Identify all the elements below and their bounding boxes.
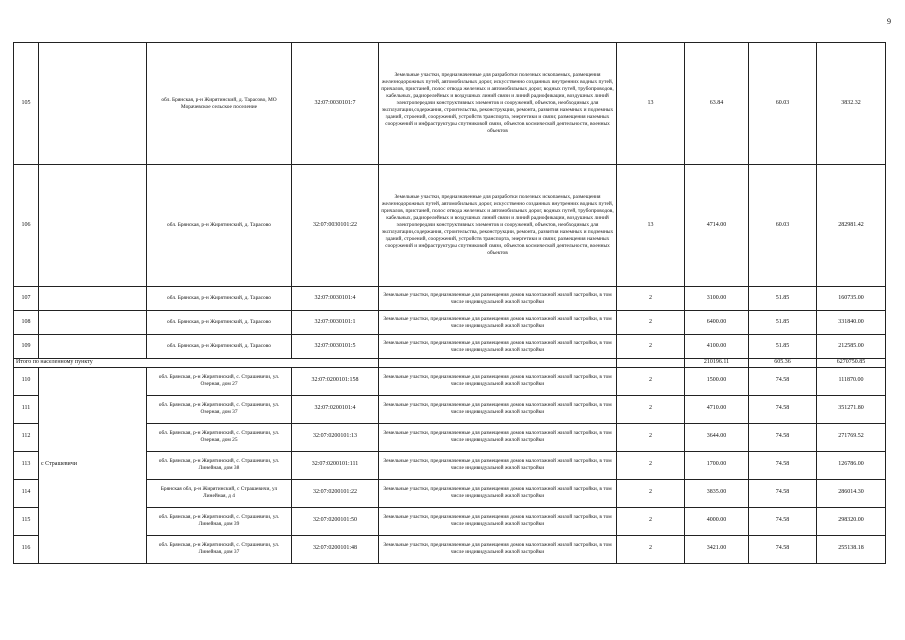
category-cell: 2	[617, 479, 685, 507]
rate-cell: 51.85	[749, 311, 817, 335]
row-number: 106	[14, 165, 39, 287]
cadastral-value-table	[13, 42, 886, 564]
land-use-cell: Земельные участки, предназначенные для размещения домов малоэтажной жилой застройки, в том числе индивидуальной жилой застройки	[379, 335, 617, 359]
area-cell: 3421.00	[685, 535, 749, 563]
table-row	[14, 335, 886, 359]
location-cell: обл. Брянская, р-н Жирятинский, с. Страшевичи, ул. Озерная, дом 37	[147, 395, 292, 423]
value-cell: 298320.00	[817, 507, 886, 535]
table-row	[14, 287, 886, 311]
page-number: 9	[887, 17, 891, 26]
total-rate: 605.36	[749, 359, 817, 368]
rate-cell: 60.03	[749, 43, 817, 165]
table-row	[14, 43, 886, 165]
row-number: 116	[14, 535, 39, 563]
group-cell	[39, 335, 147, 359]
rate-cell: 60.03	[749, 165, 817, 287]
cadastral-number-cell: 32:07:0200101:4	[292, 395, 379, 423]
area-cell: 6400.00	[685, 311, 749, 335]
group-cell	[39, 43, 147, 165]
table-row	[14, 165, 886, 287]
total-label: Итого по населенному пункту	[14, 359, 379, 368]
rate-cell: 51.85	[749, 335, 817, 359]
cadastral-number-cell: 32:07:0200101:111	[292, 451, 379, 479]
rate-cell: 51.85	[749, 287, 817, 311]
value-cell: 286014.30	[817, 479, 886, 507]
total-blank-cell	[379, 359, 617, 368]
rate-cell: 74.58	[749, 423, 817, 451]
area-cell: 3100.00	[685, 287, 749, 311]
location-cell: Брянская обл, р-н Жирятинский, с Страшевичи, ул Линейная, д 4	[147, 479, 292, 507]
cadastral-number-cell: 32:07:0030101:1	[292, 311, 379, 335]
category-cell: 2	[617, 335, 685, 359]
rate-cell: 74.58	[749, 535, 817, 563]
area-cell: 4710.00	[685, 395, 749, 423]
category-cell: 2	[617, 423, 685, 451]
row-number: 112	[14, 423, 39, 451]
row-number: 109	[14, 335, 39, 359]
land-use-cell: Земельные участки, предназначенные для размещения домов малоэтажной жилой застройки, в том числе индивидуальной жилой застройки	[379, 451, 617, 479]
total-value: 6270750.85	[817, 359, 886, 368]
cadastral-number-cell: 32:07:0200101:50	[292, 507, 379, 535]
rate-cell: 74.58	[749, 395, 817, 423]
land-use-cell: Земельные участки, предназначенные для размещения домов малоэтажной жилой застройки, в том числе индивидуальной жилой застройки	[379, 507, 617, 535]
location-cell: обл. Брянская, р-н Жирятинский, д. Тарасово, МО Морачевское сельское поселение	[147, 43, 292, 165]
group-cell	[39, 311, 147, 335]
category-cell: 13	[617, 43, 685, 165]
value-cell: 126786.00	[817, 451, 886, 479]
category-cell: 2	[617, 395, 685, 423]
row-number: 108	[14, 311, 39, 335]
rate-cell: 74.58	[749, 479, 817, 507]
cadastral-number-cell: 32:07:0200101:13	[292, 423, 379, 451]
category-cell: 2	[617, 287, 685, 311]
area-cell: 3835.00	[685, 479, 749, 507]
cadastral-number-cell: 32:07:0200101:158	[292, 367, 379, 395]
location-cell: обл. Брянская, р-н Жирятинский, с. Страшевичи, ул. Озерная, дом 25	[147, 423, 292, 451]
area-cell: 3644.00	[685, 423, 749, 451]
area-cell: 4714.00	[685, 165, 749, 287]
table-body-b	[14, 367, 886, 563]
row-number: 105	[14, 43, 39, 165]
area-cell: 63.84	[685, 43, 749, 165]
cadastral-number-cell: 32:07:0030101:22	[292, 165, 379, 287]
total-blank-cell	[617, 359, 685, 368]
cadastral-number-cell: 32:07:0200101:22	[292, 479, 379, 507]
area-cell: 4000.00	[685, 507, 749, 535]
land-use-cell: Земельные участки, предназначенные для разработки полезных ископаемых, размещения железнодорожных путей, автомобильных дорог, искусственно созданных внутренних водных путей, причалов, пристаней, полос отвода железных и автомобильных дорог, водных путей, трубопроводов, кабельных, радиорелейных и воздушных линий связи и линий радиофикации, воздушных линий электропередачи конструктивных элементов и сооружений, объектов, необходимых для эксплуатации,содержания, строительства, реконструкции, ремонта, развития наземных и подземных зданий, строений, сооружений, устройств транспорта, энергетики и связи; размещения наземных сооружений и инфраструктуры спутниковой связи, объектов космической деятельности, военных объектов	[379, 165, 617, 287]
value-cell: 3832.32	[817, 43, 886, 165]
category-cell: 2	[617, 367, 685, 395]
table-body-a	[14, 43, 886, 359]
rate-cell: 74.58	[749, 367, 817, 395]
land-use-cell: Земельные участки, предназначенные для размещения домов малоэтажной жилой застройки, в том числе индивидуальной жилой застройки	[379, 479, 617, 507]
location-cell: обл. Брянская, р-н Жирятинский, д. Тарасово	[147, 335, 292, 359]
cadastral-number-cell: 32:07:0030101:5	[292, 335, 379, 359]
location-cell: обл. Брянская, р-н Жирятинский, д. Тарасово	[147, 287, 292, 311]
land-use-cell: Земельные участки, предназначенные для размещения домов малоэтажной жилой застройки, в том числе индивидуальной жилой застройки	[379, 423, 617, 451]
area-cell: 1700.00	[685, 451, 749, 479]
row-number: 111	[14, 395, 39, 423]
value-cell: 282981.42	[817, 165, 886, 287]
cadastral-number-cell: 32:07:0030101:7	[292, 43, 379, 165]
land-use-cell: Земельные участки, предназначенные для размещения домов малоэтажной жилой застройки, в том числе индивидуальной жилой застройки	[379, 367, 617, 395]
value-cell: 331840.00	[817, 311, 886, 335]
rate-cell: 74.58	[749, 451, 817, 479]
table-row	[14, 367, 886, 395]
location-cell: обл. Брянская, р-н Жирятинский, с. Страшевичи, ул. Линейная, дом 38	[147, 451, 292, 479]
location-cell: обл. Брянская, р-н Жирятинский, д. Тарасово	[147, 311, 292, 335]
value-cell: 111870.00	[817, 367, 886, 395]
location-cell: обл. Брянская, р-н Жирятинский, с. Страшевичи, ул. Линейная, дом 37	[147, 535, 292, 563]
area-cell: 1500.00	[685, 367, 749, 395]
row-number: 107	[14, 287, 39, 311]
value-cell: 160735.00	[817, 287, 886, 311]
category-cell: 2	[617, 507, 685, 535]
value-cell: 351271.80	[817, 395, 886, 423]
cadastral-number-cell: 32:07:0200101:48	[292, 535, 379, 563]
settlement-label: с Страшевичи	[39, 367, 147, 563]
row-number: 115	[14, 507, 39, 535]
row-number: 113	[14, 451, 39, 479]
cadastral-number-cell: 32:07:0030101:4	[292, 287, 379, 311]
group-cell	[39, 165, 147, 287]
total-row	[14, 359, 886, 368]
category-cell: 2	[617, 311, 685, 335]
land-use-cell: Земельные участки, предназначенные для размещения домов малоэтажной жилой застройки, в том числе индивидуальной жилой застройки	[379, 311, 617, 335]
category-cell: 13	[617, 165, 685, 287]
category-cell: 2	[617, 535, 685, 563]
table-row	[14, 311, 886, 335]
land-use-cell: Земельные участки, предназначенные для разработки полезных ископаемых, размещения железнодорожных путей, автомобильных дорог, искусственно созданных внутренних водных путей, причалов, пристаней, полос отвода железных и автомобильных дорог, водных путей, трубопроводов, кабельных, радиорелейных и воздушных линий связи и линий радиофикации, воздушных линий электропередачи конструктивных элементов и сооружений, объектов, необходимых для эксплуатации,содержания, строительства, реконструкции, ремонта, развития наземных и подземных зданий, строений, сооружений, устройств транспорта, энергетики и связи; размещения наземных сооружений и инфраструктуры спутниковой связи, объектов космической деятельности, военных объектов	[379, 43, 617, 165]
land-use-cell: Земельные участки, предназначенные для размещения домов малоэтажной жилой застройки, в том числе индивидуальной жилой застройки	[379, 535, 617, 563]
land-use-cell: Земельные участки, предназначенные для размещения домов малоэтажной жилой застройки, в том числе индивидуальной жилой застройки	[379, 287, 617, 311]
group-cell	[39, 287, 147, 311]
rate-cell: 74.58	[749, 507, 817, 535]
location-cell: обл. Брянская, р-н Жирятинский, с. Страшевичи, ул. Озерная, дом 27	[147, 367, 292, 395]
location-cell: обл. Брянская, р-н Жирятинский, д. Тарасово	[147, 165, 292, 287]
location-cell: обл. Брянская, р-н Жирятинский, с. Страшевичи, ул. Линейная, дом 39	[147, 507, 292, 535]
row-number: 110	[14, 367, 39, 395]
value-cell: 212585.00	[817, 335, 886, 359]
row-number: 114	[14, 479, 39, 507]
value-cell: 255138.18	[817, 535, 886, 563]
category-cell: 2	[617, 451, 685, 479]
land-use-cell: Земельные участки, предназначенные для размещения домов малоэтажной жилой застройки, в том числе индивидуальной жилой застройки	[379, 395, 617, 423]
table-body-total	[14, 359, 886, 368]
total-area: 210196.11	[685, 359, 749, 368]
area-cell: 4100.00	[685, 335, 749, 359]
value-cell: 271769.52	[817, 423, 886, 451]
